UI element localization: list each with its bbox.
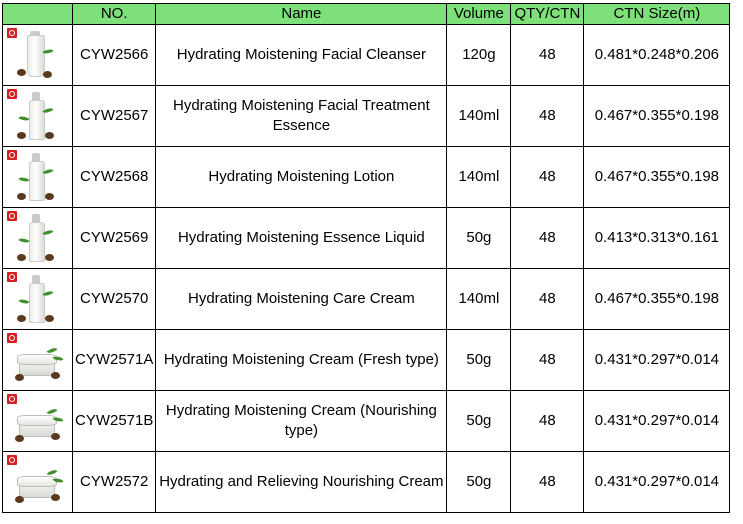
product-name: Hydrating Moistening Facial Cleanser <box>156 25 447 86</box>
brand-logo-icon <box>7 28 17 38</box>
cleanser-tube-icon <box>27 35 45 77</box>
product-image <box>3 25 73 86</box>
product-qty-per-carton: 48 <box>511 208 584 269</box>
product-volume: 120g <box>447 25 511 86</box>
product-number: CYW2566 <box>73 25 156 86</box>
jar-lid-icon <box>17 476 57 487</box>
stone-icon <box>45 132 54 139</box>
product-carton-size: 0.431*0.297*0.014 <box>584 391 730 452</box>
product-name: Hydrating Moistening Cream (Nourishing type) <box>156 391 447 452</box>
tube-thumbnail <box>3 25 73 85</box>
table-row <box>3 208 730 269</box>
bottle-thumbnail <box>3 86 73 146</box>
product-number: CYW2571A <box>73 330 156 391</box>
product-qty-per-carton: 48 <box>511 269 584 330</box>
product-carton-size: 0.467*0.355*0.198 <box>584 269 730 330</box>
stone-icon <box>45 193 54 200</box>
product-number: CYW2572 <box>73 452 156 513</box>
brand-logo-icon <box>7 211 17 221</box>
bottle-icon <box>29 161 45 201</box>
product-number: CYW2567 <box>73 86 156 147</box>
stone-icon <box>51 372 60 379</box>
jar-lid-icon <box>17 354 57 365</box>
bottle-icon <box>29 100 45 140</box>
product-number: CYW2569 <box>73 208 156 269</box>
table-row <box>3 452 730 513</box>
product-qty-per-carton: 48 <box>511 147 584 208</box>
bottle-cap-icon <box>32 153 40 162</box>
product-volume: 50g <box>447 208 511 269</box>
product-carton-size: 0.467*0.355*0.198 <box>584 86 730 147</box>
product-image <box>3 147 73 208</box>
tube-cap-icon <box>30 31 40 36</box>
table-row <box>3 269 730 330</box>
product-volume: 140ml <box>447 147 511 208</box>
brand-logo-icon <box>7 333 17 343</box>
stone-icon <box>17 69 26 76</box>
product-name: Hydrating Moistening Essence Liquid <box>156 208 447 269</box>
stone-icon <box>51 433 60 440</box>
jar-thumbnail <box>3 391 73 451</box>
product-qty-per-carton: 48 <box>511 391 584 452</box>
jar-lid-icon <box>17 415 57 426</box>
leaf-icon <box>18 175 29 184</box>
product-number: CYW2570 <box>73 269 156 330</box>
product-number: CYW2571B <box>73 391 156 452</box>
product-name: Hydrating Moistening Cream (Fresh type) <box>156 330 447 391</box>
table-row <box>3 25 730 86</box>
stone-icon <box>15 435 24 442</box>
product-volume: 50g <box>447 391 511 452</box>
brand-logo-icon <box>7 394 17 404</box>
table-row <box>3 147 730 208</box>
brand-logo-icon <box>7 89 17 99</box>
stone-icon <box>17 132 26 139</box>
product-qty-per-carton: 48 <box>511 452 584 513</box>
stone-icon <box>15 374 24 381</box>
product-qty-per-carton: 48 <box>511 330 584 391</box>
header-name: Name <box>156 4 447 25</box>
product-volume: 50g <box>447 330 511 391</box>
table-row <box>3 86 730 147</box>
product-image <box>3 208 73 269</box>
header-row <box>3 4 730 25</box>
table-row <box>3 391 730 452</box>
product-carton-size: 0.431*0.297*0.014 <box>584 452 730 513</box>
product-carton-size: 0.431*0.297*0.014 <box>584 330 730 391</box>
bottle-cap-icon <box>32 92 40 101</box>
product-carton-size: 0.467*0.355*0.198 <box>584 147 730 208</box>
product-carton-size: 0.481*0.248*0.206 <box>584 25 730 86</box>
product-volume: 50g <box>447 452 511 513</box>
stone-icon <box>17 315 26 322</box>
product-image <box>3 452 73 513</box>
product-image <box>3 269 73 330</box>
header-qty: QTY/CTN <box>511 4 584 25</box>
stone-icon <box>17 254 26 261</box>
product-volume: 140ml <box>447 86 511 147</box>
stone-icon <box>43 71 52 78</box>
leaf-icon <box>18 114 29 123</box>
product-name: Hydrating and Relieving Nourishing Cream <box>156 452 447 513</box>
leaf-icon <box>18 297 29 306</box>
brand-logo-icon <box>7 150 17 160</box>
product-spec-table <box>2 3 730 513</box>
product-volume: 140ml <box>447 269 511 330</box>
product-name: Hydrating Moistening Care Cream <box>156 269 447 330</box>
product-name: Hydrating Moistening Lotion <box>156 147 447 208</box>
bottle-thumbnail <box>3 269 73 329</box>
bottle-icon <box>29 283 45 323</box>
brand-logo-icon <box>7 455 17 465</box>
product-image <box>3 86 73 147</box>
header-image <box>3 4 73 25</box>
stone-icon <box>45 254 54 261</box>
product-qty-per-carton: 48 <box>511 25 584 86</box>
bottle-thumbnail <box>3 147 73 207</box>
bottle-cap-icon <box>32 275 40 284</box>
stone-icon <box>15 496 24 503</box>
bottle-icon <box>29 222 45 262</box>
product-number: CYW2568 <box>73 147 156 208</box>
stone-icon <box>51 494 60 501</box>
brand-logo-icon <box>7 272 17 282</box>
jar-thumbnail <box>3 330 73 390</box>
header-ctn-size: CTN Size(m) <box>584 4 730 25</box>
stone-icon <box>45 315 54 322</box>
product-image <box>3 391 73 452</box>
header-volume: Volume <box>447 4 511 25</box>
product-name: Hydrating Moistening Facial Treatment Essence <box>156 86 447 147</box>
bottle-thumbnail <box>3 208 73 268</box>
product-qty-per-carton: 48 <box>511 86 584 147</box>
product-carton-size: 0.413*0.313*0.161 <box>584 208 730 269</box>
stone-icon <box>17 193 26 200</box>
bottle-cap-icon <box>32 214 40 223</box>
header-no: NO. <box>73 4 156 25</box>
product-image <box>3 330 73 391</box>
table-row <box>3 330 730 391</box>
leaf-icon <box>18 236 29 245</box>
jar-thumbnail <box>3 452 73 512</box>
